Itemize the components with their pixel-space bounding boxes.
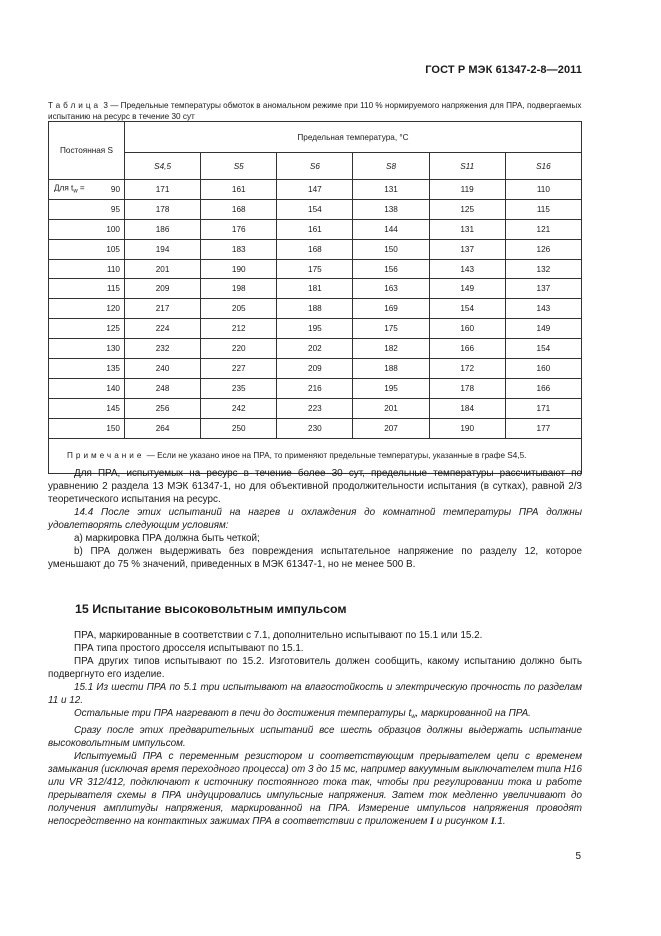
row-label <box>49 279 125 299</box>
table-caption-word: Таблица <box>48 101 102 110</box>
row-temperature: 95 <box>110 204 120 214</box>
row-label <box>49 180 125 200</box>
paragraph-15-1 <box>48 681 582 707</box>
row-temperature: 150 <box>106 423 120 433</box>
table-cell: 227 <box>201 359 277 379</box>
paragraph-14-4-text: 14.4 После этих испытаний на нагрев и охлаждения до комнатной температуры ПРА должны удовлетворять следующим условиям: <box>48 507 582 531</box>
table-cell: 166 <box>505 378 581 398</box>
table-cell: 176 <box>201 219 277 239</box>
table-row <box>49 359 582 379</box>
text-part: , маркированной на ПРА. <box>415 708 531 719</box>
table-cell: 131 <box>353 180 429 200</box>
table-cell: 209 <box>277 359 353 379</box>
table-cell: 171 <box>125 180 201 200</box>
table-row <box>49 180 582 200</box>
table-cell: 235 <box>201 378 277 398</box>
table-cell: 119 <box>429 180 505 200</box>
row-label <box>49 339 125 359</box>
note-text: — Если не указано иное на ПРА, то применяют предельные температуры, указанные в графе S4,5. <box>144 450 527 460</box>
table-cell: 160 <box>429 319 505 339</box>
text-part: .1. <box>494 816 506 827</box>
table-row <box>49 219 582 239</box>
col-header-s11: S11 <box>429 153 505 180</box>
table-cell: 217 <box>125 299 201 319</box>
table-cell: 132 <box>505 259 581 279</box>
table-cell: 160 <box>505 359 581 379</box>
table-cell: 161 <box>201 180 277 200</box>
row-label <box>49 398 125 418</box>
table-cell: 138 <box>353 199 429 219</box>
table-cell: 178 <box>429 378 505 398</box>
table-cell: 202 <box>277 339 353 359</box>
table-cell: 232 <box>125 339 201 359</box>
table-cell: 171 <box>505 398 581 418</box>
paragraph-text: Сразу после этих предварительных испытаний все шесть образцов должны выдержать испытание высоковольтным импульсом. <box>48 725 582 749</box>
table-row <box>49 259 582 279</box>
document-header: ГОСТ Р МЭК 61347-2-8—2011 <box>425 64 582 76</box>
table-cell: 156 <box>353 259 429 279</box>
table-cell: 168 <box>201 199 277 219</box>
table-row <box>49 199 582 219</box>
table-cell: 250 <box>201 418 277 438</box>
table-cell: 175 <box>277 259 353 279</box>
text-part: Испытуемый ПРА с переменным резистором и соответствующим прерывателем цепи с временем замыкания (исключая время переходного процесса) от 3 до 15 мс, например вакуумным выключателем типа H16 или VR 312/412, подключают к источнику постоянного тока так, чтобы при регулировании тока и работе прерывателя схемы в ПРА индуцировались импульсные напряжения. Затем ток медленно увеличивают до получения амплитуды напряжения, маркированной на ПРА. Измерение импульсов напряжения проводят непосредственно на контактных зажимах ПРА в соответствии с приложением <box>48 751 582 827</box>
paragraph <box>48 750 582 828</box>
table-cell: 178 <box>125 199 201 219</box>
table-cell: 198 <box>201 279 277 299</box>
table-cell: 182 <box>353 339 429 359</box>
table-row <box>49 299 582 319</box>
table-cell: 212 <box>201 319 277 339</box>
table-caption <box>48 100 582 122</box>
table-cell: 144 <box>353 219 429 239</box>
table-cell: 184 <box>429 398 505 418</box>
table-cell: 240 <box>125 359 201 379</box>
table-cell: 186 <box>125 219 201 239</box>
paragraph: ПРА других типов испытывают по 15.2. Изготовитель должен сообщить, какому испытанию должно быть подвергнуто его изделие. <box>48 656 582 680</box>
table-cell: 175 <box>353 319 429 339</box>
table-cell: 150 <box>353 239 429 259</box>
prefix-text: Для t <box>54 183 74 193</box>
row-temperature: 145 <box>106 403 120 413</box>
row-label <box>49 299 125 319</box>
table-cell: 205 <box>201 299 277 319</box>
table-cell: 126 <box>505 239 581 259</box>
table-row <box>49 418 582 438</box>
table-cell: 143 <box>505 299 581 319</box>
paragraph <box>48 724 582 750</box>
table-cell: 256 <box>125 398 201 418</box>
paragraph-15-1-text: 15.1 Из шести ПРА по 5.1 три испытывают на влагостойкость и электрическую прочность по разделам 11 и 12. <box>48 682 582 706</box>
paragraph: ПРА типа простого дросселя испытывают по 15.1. <box>74 643 304 654</box>
table-row <box>49 378 582 398</box>
table-cell: 201 <box>125 259 201 279</box>
table-row <box>49 319 582 339</box>
row-temperature: 135 <box>106 363 120 373</box>
table-cell: 188 <box>353 359 429 379</box>
table-cell: 207 <box>353 418 429 438</box>
row-temperature: 140 <box>106 383 120 393</box>
table-cell: 224 <box>125 319 201 339</box>
table-cell: 154 <box>429 299 505 319</box>
table-cell: 121 <box>505 219 581 239</box>
text-part: Остальные три ПРА нагревают в печи до достижения температуры t <box>74 708 412 719</box>
table-caption-text: 3 — Предельные температуры обмоток в аномальном режиме при 110 % нормируемого напряжения для ПРА, подвергаемых испытанию на ресурс в течение 30 сут <box>48 101 582 121</box>
row-label <box>49 199 125 219</box>
table-cell: 264 <box>125 418 201 438</box>
paragraph-14-4 <box>48 506 582 532</box>
row-temperature: 120 <box>106 304 120 314</box>
table-cell: 183 <box>201 239 277 259</box>
col-header-s5: S5 <box>201 153 277 180</box>
table-cell: 166 <box>429 339 505 359</box>
row-temperature: 130 <box>106 344 120 354</box>
table-row <box>49 398 582 418</box>
table-cell: 154 <box>277 199 353 219</box>
table-row <box>49 279 582 299</box>
row-label <box>49 418 125 438</box>
row-label <box>49 319 125 339</box>
table-cell: 242 <box>201 398 277 418</box>
prefix-sub: w <box>73 188 78 195</box>
table-cell: 154 <box>505 339 581 359</box>
table-cell: 169 <box>353 299 429 319</box>
appendix-ref: I <box>430 816 434 827</box>
text-part: и рисунком <box>433 816 491 827</box>
row-label-prefix <box>54 184 85 195</box>
table-cell: 248 <box>125 378 201 398</box>
row-temperature: 110 <box>106 264 120 274</box>
row-label <box>49 239 125 259</box>
table-cell: 230 <box>277 418 353 438</box>
row-label <box>49 378 125 398</box>
row-temperature: 90 <box>110 184 120 194</box>
col-header-s4-5: S4,5 <box>125 153 201 180</box>
list-item-b: b) ПРА должен выдерживать без повреждения испытательное напряжение по разделу 12, которое уменьшают до 75 % значений, приведенных в МЭК 61347-1, но не менее 500 В. <box>48 546 582 570</box>
paragraph: Для ПРА, испытуемых на ресурс в течение более 30 сут, предельные температуры рассчитывают по уравнению 2 раздела 13 МЭК 61347-1, но для объективной продолжительности испытания (в сутках), равной 2/3 теоретического испытания на ресурс. <box>48 468 582 505</box>
col-header-s16: S16 <box>505 153 581 180</box>
table-cell: 220 <box>201 339 277 359</box>
table-cell: 161 <box>277 219 353 239</box>
table-cell: 125 <box>429 199 505 219</box>
paragraph: ПРА, маркированные в соответствии с 7.1, дополнительно испытывают по 15.1 или 15.2. <box>74 630 483 641</box>
section-title: 15 Испытание высоковольтным импульсом <box>75 602 347 616</box>
table-cell: 163 <box>353 279 429 299</box>
prefix-tail: = <box>77 183 85 193</box>
table-cell: 190 <box>201 259 277 279</box>
table-cell: 168 <box>277 239 353 259</box>
table-cell: 223 <box>277 398 353 418</box>
table-cell: 172 <box>429 359 505 379</box>
table-cell: 190 <box>429 418 505 438</box>
table-cell: 137 <box>505 279 581 299</box>
subscript: w <box>411 714 416 720</box>
body-block-2 <box>48 629 582 828</box>
table-cell: 131 <box>429 219 505 239</box>
table-cell: 181 <box>277 279 353 299</box>
paragraph <box>48 707 582 724</box>
table-cell: 195 <box>277 319 353 339</box>
col-header-constant: Постоянная S <box>49 122 125 180</box>
body-block-1 <box>48 467 582 571</box>
figure-ref: I <box>490 816 495 827</box>
temperature-table <box>48 121 582 474</box>
col-header-group: Предельная температура, °С <box>125 122 582 153</box>
table-cell: 149 <box>429 279 505 299</box>
row-label <box>49 359 125 379</box>
table-cell: 209 <box>125 279 201 299</box>
table-cell: 143 <box>429 259 505 279</box>
table-cell: 115 <box>505 199 581 219</box>
table-row <box>49 339 582 359</box>
table-row <box>49 239 582 259</box>
table-cell: 194 <box>125 239 201 259</box>
row-label <box>49 259 125 279</box>
table-cell: 195 <box>353 378 429 398</box>
row-temperature: 105 <box>106 244 120 254</box>
row-temperature: 100 <box>106 224 120 234</box>
table-cell: 188 <box>277 299 353 319</box>
table-cell: 201 <box>353 398 429 418</box>
row-temperature: 125 <box>106 324 120 334</box>
table-cell: 177 <box>505 418 581 438</box>
table-cell: 147 <box>277 180 353 200</box>
row-label <box>49 219 125 239</box>
col-header-s8: S8 <box>353 153 429 180</box>
table-cell: 137 <box>429 239 505 259</box>
page-number: 5 <box>575 851 581 862</box>
list-item-a: а) маркировка ПРА должна быть четкой; <box>74 533 260 544</box>
table-cell: 149 <box>505 319 581 339</box>
table-cell: 110 <box>505 180 581 200</box>
row-temperature: 115 <box>106 284 120 294</box>
col-header-s6: S6 <box>277 153 353 180</box>
note-word: Примечание <box>67 450 145 460</box>
table-cell: 216 <box>277 378 353 398</box>
